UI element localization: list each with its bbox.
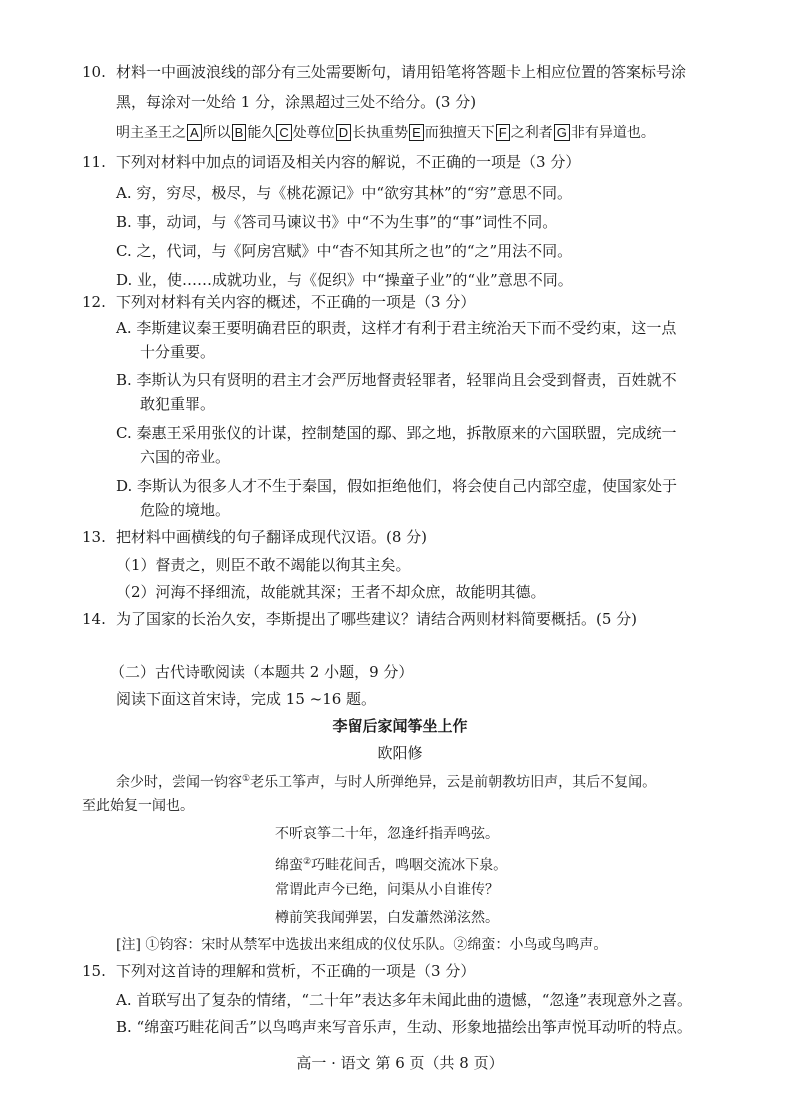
page-footer: 高一 · 语文 第 6 页（共 8 页） — [296, 1054, 504, 1072]
section-intro: 阅读下面这首宋诗，完成 15 ~16 题。 — [116, 690, 377, 708]
q12-number: 12. — [82, 293, 106, 311]
poem-preface-1a: 余少时，尝闻一钧容 — [116, 774, 242, 791]
q10-sentence — [116, 123, 655, 143]
poem-preface-1b: 老乐工筝声，与时人所弹绝异，云是前朝教坊旧声，其后不复闻。 — [250, 774, 657, 791]
q15-number: 15. — [82, 962, 106, 980]
footnote-ref-2: ② — [303, 857, 312, 867]
q12-stem: 下列对材料有关内容的概述，不正确的一项是（3 分） — [116, 293, 476, 311]
q10-marker-c: C — [276, 124, 291, 141]
q10-stem-line2: 黑，每涂对一处给 1 分，涂黑超过三处不给分。(3 分) — [116, 93, 477, 111]
poem-line-2b: 巧畦花间舌，鸣咽交流冰下泉。 — [311, 857, 508, 874]
q14-stem: 为了国家的长治久安，李斯提出了哪些建议？请结合两则材料简要概括。(5 分) — [116, 610, 638, 628]
q12-option-b-line1: B. 李斯认为只有贤明的君主才会严厉地督责轻罪者，轻罪尚且会受到督责，百姓就不 — [116, 371, 677, 389]
q12-option-a-line2: 十分重要。 — [140, 343, 216, 361]
q13-sentence-2: （2）河海不择细流，故能就其深；王者不却众庶，故能明其德。 — [116, 583, 546, 601]
poem-title: 李留后家闻筝坐上作 — [332, 718, 468, 735]
poem-author: 欧阳修 — [377, 744, 423, 762]
q14-number: 14. — [82, 610, 106, 628]
q12-option-c-line2: 六国的帝业。 — [140, 448, 231, 466]
q10-marker-d: D — [336, 124, 351, 141]
q10-seg-4: 长执重势 — [352, 125, 409, 141]
q11-option-d: D. 业，使……成就功业，与《促织》中“操童子业”的“业”意思不同。 — [116, 271, 573, 289]
q13-stem: 把材料中画横线的句子翻译成现代汉语。(8 分) — [116, 528, 428, 546]
q13-sentence-1: （1）督责之，则臣不敢不竭能以徇其主矣。 — [116, 556, 411, 574]
q10-marker-a: A — [187, 124, 202, 141]
q11-option-a: A. 穷，穷尽，极尽，与《桃花源记》中“欲穷其林”的“穷”意思不同。 — [116, 184, 573, 202]
q10-seg-2: 能久 — [247, 125, 276, 141]
q15-stem: 下列对这首诗的理解和赏析，不正确的一项是（3 分） — [116, 962, 476, 980]
q10-seg-5: 而独擅天下 — [424, 125, 495, 141]
q12-option-a-line1: A. 李斯建议秦王要明确君臣的职责，这样才有利于君主统治天下而不受约束，这一点 — [116, 319, 677, 337]
section-heading: （二）古代诗歌阅读（本题共 2 小题，9 分） — [110, 663, 414, 681]
q15-option-b: B. “绵蛮巧畦花间舌”以鸟鸣声来写音乐声，生动、形象地描绘出筝声悦耳动听的特点。 — [116, 1018, 692, 1036]
q15-option-a: A. 首联写出了复杂的情绪，“二十年”表达多年未闻此曲的遗憾，“忽逢”表现意外之喜。 — [116, 991, 693, 1009]
poem-line-2 — [275, 852, 507, 876]
q10-marker-b: B — [232, 124, 247, 141]
q10-seg-7: 非有异道也。 — [570, 125, 655, 141]
q12-option-d-line1: D. 李斯认为很多人才不生于秦国，假如拒绝他们，将会使自己内部空虚，使国家处于 — [116, 477, 678, 495]
q13-number: 13. — [82, 528, 106, 546]
poem-line-4: 樽前笑我闻弹罢，白发蕭然涕泫然。 — [275, 910, 499, 926]
q10-number: 10. — [82, 63, 106, 81]
poem-line-3: 常谓此声今已绝，问渠从小自谁传？ — [275, 882, 499, 898]
q11-option-c: C. 之，代词，与《阿房宫赋》中“杳不知其所之也”的“之”用法不同。 — [116, 242, 573, 260]
q12-option-d-line2: 危险的境地。 — [140, 501, 231, 519]
q10-marker-e: E — [409, 124, 424, 141]
q10-marker-g: G — [554, 124, 570, 141]
footnote-ref-1: ① — [242, 774, 251, 784]
q10-stem-line1: 材料一中画波浪线的部分有三处需要断句，请用铅笔将答题卡上相应位置的答案标号涂 — [116, 63, 687, 81]
poem-line-1: 不听哀筝二十年，忽逢纤指弄鸣弦。 — [275, 826, 499, 842]
poem-line-2a: 绵蛮 — [275, 857, 303, 874]
q10-seg-1: 所以 — [202, 125, 231, 141]
q10-marker-f: F — [496, 124, 510, 141]
poem-preface-line2: 至此始复一闻也。 — [82, 798, 194, 814]
q10-seg-6: 之利者 — [510, 125, 553, 141]
q11-stem: 下列对材料中加点的词语及相关内容的解说，不正确的一项是（3 分） — [116, 153, 581, 171]
poem-preface-line1 — [116, 769, 656, 793]
q11-number: 11. — [82, 153, 106, 171]
q12-option-b-line2: 敢犯重罪。 — [140, 395, 216, 413]
q10-seg-0: 明主圣王之 — [116, 125, 186, 141]
q12-option-c-line1: C. 秦惠王采用张仪的计谋，控制楚国的鄢、郢之地，拆散原来的六国联盟，完成统一 — [116, 424, 677, 442]
q10-seg-3: 处尊位 — [292, 125, 335, 141]
q11-option-b: B. 事，动词，与《答司马谏议书》中“不为生事”的“事”词性不同。 — [116, 213, 558, 231]
poem-note: [注] ①钧容：宋时从禁军中选拔出来组成的仪仗乐队。②绵蛮：小鸟或鸟鸣声。 — [116, 937, 608, 953]
